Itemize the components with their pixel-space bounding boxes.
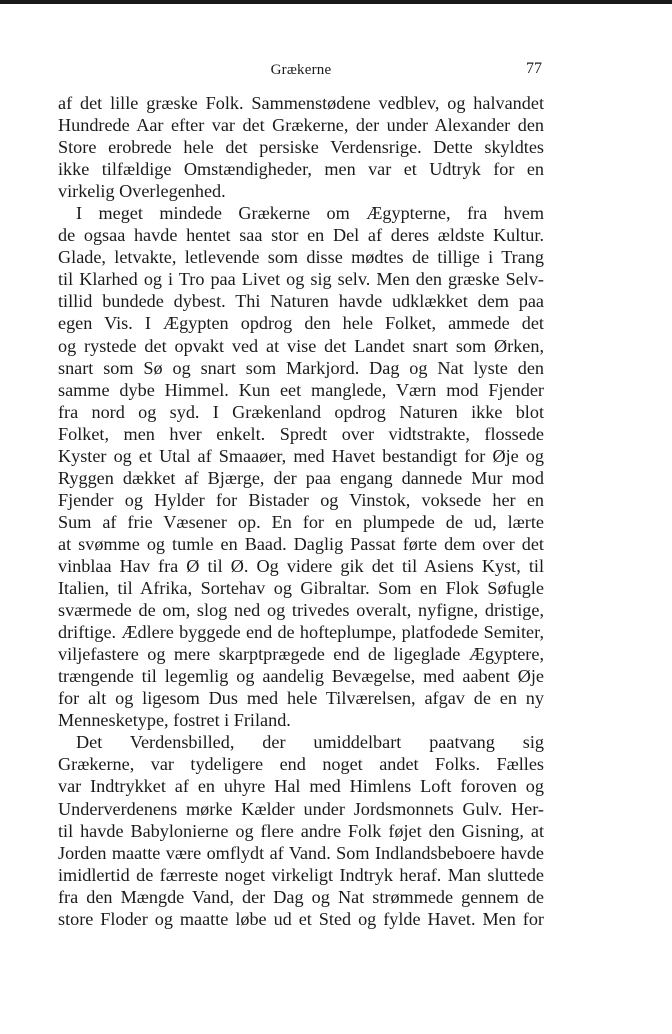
text-line: Jorden maatte være omflydt af Vand. Som Indlandsbeboere havde bbox=[58, 842, 544, 863]
text-line: Store erobrede hele det persiske Verdensrige. Dette skyldtes bbox=[58, 137, 544, 158]
text-line: imidlertid de færreste noget virkeligt Indtryk heraf. Man sluttede bbox=[58, 864, 544, 885]
text-line: de ogsaa havde hentet saa stor en Del af deres ældste Kultur. bbox=[58, 225, 544, 246]
text-line: viljefastere og mere skarptprægede end de ligeglade Ægyptere, bbox=[58, 644, 544, 665]
text-line: Mennesketype, fostret i Friland. bbox=[58, 710, 291, 731]
running-head bbox=[58, 58, 544, 84]
text-line: fra nord og syd. I Grækenland opdrog Naturen ikke blot bbox=[58, 401, 544, 422]
text-line: Folket, men hver enkelt. Spredt over vidtstrakte, flossede bbox=[58, 423, 544, 444]
text-line: til Klarhed og i Tro paa Livet og sig selv. Men den græske Selv- bbox=[58, 269, 544, 290]
text-line: Grækerne, var tydeligere end noget andet Folks. Fælles bbox=[58, 754, 544, 775]
text-line: Kyster og et Utal af Smaaøer, med Havet bestandigt for Øje og bbox=[58, 445, 544, 466]
running-title: Grækerne bbox=[270, 62, 332, 78]
text-line: tillid bundede dybest. Thi Naturen havde udklækket dem paa bbox=[58, 291, 544, 312]
text-line: Underverdenens mørke Kælder under Jordsmonnets Gulv. Her- bbox=[58, 798, 544, 819]
text-line: trængende til legemlig og aandelig Bevægelse, med aabent Øje bbox=[58, 666, 544, 687]
text-line: Det Verdensbilled, der umiddelbart paatvang sig bbox=[76, 732, 544, 753]
text-line: ikke tilfældige Omstændigheder, men var et Udtryk for en bbox=[58, 159, 544, 180]
text-line: var Indtrykket af en uhyre Hal med Himlens Loft foroven og bbox=[58, 776, 544, 797]
text-line: Ryggen dækket af Bjærge, der paa engang dannede Mur mod bbox=[58, 467, 544, 488]
text-line: virkelig Overlegenhed. bbox=[58, 181, 226, 202]
text-line: Italien, til Afrika, Sortehav og Gibraltar. Som en Flok Søfugle bbox=[58, 578, 544, 599]
text-line: for alt og ligesom Dus med hele Tilværelsen, afgav de en ny bbox=[58, 688, 544, 709]
text-line: I meget mindede Grækerne om Ægypterne, fra hvem bbox=[76, 203, 544, 224]
text-line: af det lille græske Folk. Sammenstødene vedblev, og halvandet bbox=[58, 93, 544, 113]
text-line: Glade, letvakte, letlevende som disse mødtes de tillige i Trang bbox=[58, 247, 544, 268]
text-line: Hundrede Aar efter var det Grækerne, der under Alexander den bbox=[58, 115, 544, 136]
text-line: vinblaa Hav fra Ø til Ø. Og videre gik det til Asiens Kyst, til bbox=[58, 555, 544, 576]
text-line: snart som Sø og snart som Markjord. Dag og Nat lyste den bbox=[58, 357, 544, 378]
scan-top-edge bbox=[0, 0, 672, 4]
text-line: samme dybe Himmel. Kun eet manglede, Værn mod Fjender bbox=[58, 379, 544, 400]
text-line: at svømme og tumle en Baad. Daglig Passat førte dem over det bbox=[58, 533, 544, 554]
text-line: egen Vis. I Ægypten opdrog den hele Folket, ammede det bbox=[58, 313, 544, 334]
book-page bbox=[58, 58, 544, 930]
text-line: driftige. Ædlere byggede end de hofteplumpe, platfodede Semiter, bbox=[58, 622, 544, 643]
page-number: 77 bbox=[526, 60, 542, 77]
text-line: sværmede de om, slog ned og trivedes overalt, nyfigne, dristige, bbox=[58, 600, 544, 621]
text-line: Fjender og Hylder for Bistader og Vinstok, voksede her en bbox=[58, 489, 544, 510]
text-line: og rystede det opvakt ved at vise det Landet snart som Ørken, bbox=[58, 335, 544, 356]
text-line: fra den Mængde Vand, der Dag og Nat strømmede gennem de bbox=[58, 886, 544, 907]
body-text bbox=[58, 92, 544, 930]
text-line: store Floder og maatte løbe ud et Sted og fylde Havet. Men for bbox=[58, 908, 544, 929]
text-line: til havde Babylonierne og flere andre Folk føjet den Gisning, at bbox=[58, 820, 544, 841]
text-line: Sum af frie Væsener op. En for en plumpede de ud, lærte bbox=[58, 511, 544, 532]
